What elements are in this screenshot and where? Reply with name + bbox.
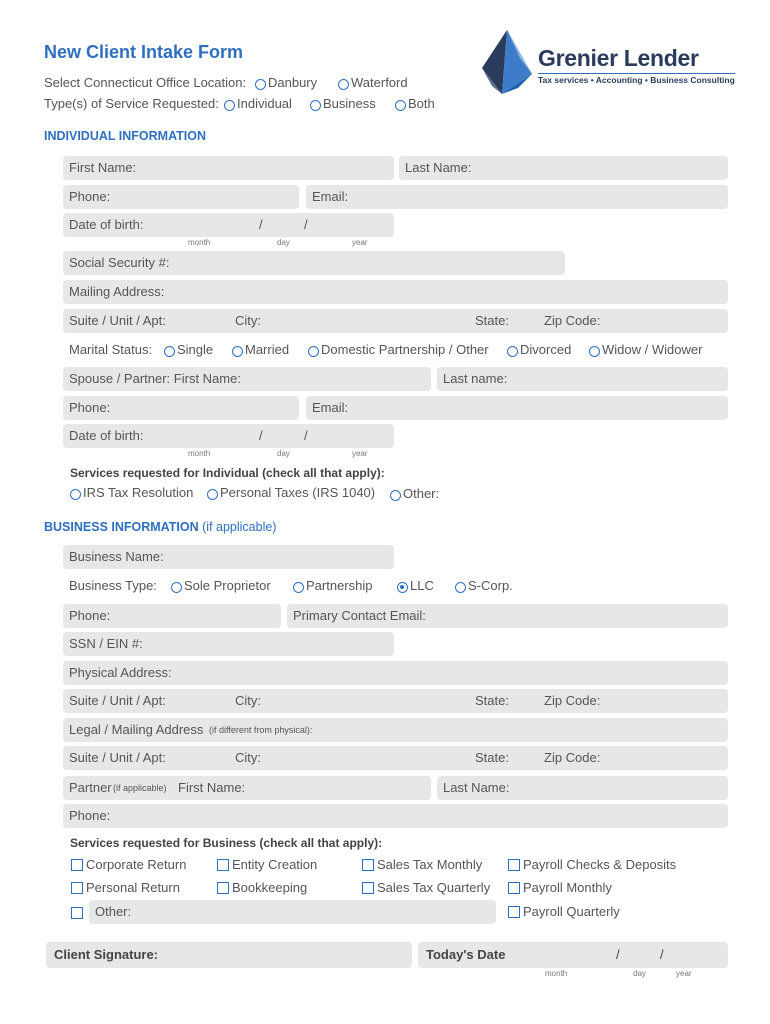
radio-divorced[interactable]: Divorced	[507, 342, 571, 357]
checkbox-icon	[362, 882, 374, 894]
date-day-hint: day	[633, 969, 646, 978]
date-year-hint: year	[676, 969, 692, 978]
phone-field[interactable]: Phone:	[63, 185, 299, 209]
checkbox-payroll-monthly[interactable]: Payroll Monthly	[508, 880, 612, 895]
checkbox-corporate-return[interactable]: Corporate Return	[71, 857, 186, 872]
ssn-ein-field[interactable]: SSN / EIN #:	[63, 632, 394, 656]
brand-name: Grenier Lender	[538, 45, 699, 71]
radio-icon	[171, 582, 182, 593]
radio-icon	[308, 346, 319, 357]
radio-domestic-partnership[interactable]: Domestic Partnership / Other	[308, 342, 489, 357]
grenier-lender-logo-icon	[478, 28, 536, 96]
dob-month-hint: month	[188, 238, 211, 247]
address-line-2-field[interactable]: Suite / Unit / Apt: City: State: Zip Code:	[63, 309, 728, 333]
business-services-heading: Services requested for Business (check all that apply):	[70, 836, 383, 850]
marital-status-label: Marital Status:	[69, 342, 153, 357]
checkbox-icon	[71, 859, 83, 871]
radio-icon	[293, 582, 304, 593]
individual-services-heading: Services requested for Individual (check all that apply):	[70, 466, 385, 480]
radio-icon	[507, 346, 518, 357]
radio-icon	[224, 100, 235, 111]
brand-tagline: Tax services • Accounting • Business Consulting	[538, 75, 735, 85]
radio-married[interactable]: Married	[232, 342, 289, 357]
business-phone-field[interactable]: Phone:	[63, 604, 281, 628]
radio-sole-proprietor[interactable]: Sole Proprietor	[171, 578, 271, 593]
business-other-field[interactable]: Other:	[89, 900, 496, 924]
radio-icon	[310, 100, 321, 111]
dob-slash-1: /	[259, 217, 263, 232]
form-title: New Client Intake Form	[44, 42, 244, 62]
radio-s-corp[interactable]: S-Corp.	[455, 578, 513, 593]
radio-both[interactable]: Both	[395, 96, 435, 111]
radio-partnership[interactable]: Partnership	[293, 578, 372, 593]
radio-individual[interactable]: Individual	[224, 96, 292, 111]
ssn-field[interactable]: Social Security #:	[63, 251, 565, 275]
radio-icon	[232, 346, 243, 357]
radio-personal-taxes[interactable]: Personal Taxes (IRS 1040)	[207, 485, 375, 500]
spouse-dob-field[interactable]: Date of birth: / /	[63, 424, 394, 448]
radio-business[interactable]: Business	[310, 96, 376, 111]
date-slash-2: /	[660, 947, 664, 962]
checkbox-icon	[508, 882, 520, 894]
checkbox-icon	[508, 906, 520, 918]
dob-year-hint: year	[352, 238, 368, 247]
radio-icon	[390, 490, 401, 501]
checkbox-business-other[interactable]	[71, 905, 86, 920]
office-location-row	[44, 75, 246, 90]
checkbox-entity-creation[interactable]: Entity Creation	[217, 857, 317, 872]
checkbox-icon	[71, 907, 83, 919]
spouse-dob-day-hint: day	[277, 449, 290, 458]
physical-address-field[interactable]: Physical Address:	[63, 661, 728, 685]
radio-icon	[338, 79, 349, 90]
partner-phone-field[interactable]: Phone:	[63, 804, 728, 828]
checkbox-payroll-checks[interactable]: Payroll Checks & Deposits	[508, 857, 676, 872]
spouse-phone-field[interactable]: Phone:	[63, 396, 299, 420]
radio-llc[interactable]: LLC	[397, 578, 434, 593]
checkbox-icon	[71, 882, 83, 894]
physical-address-line-2-field[interactable]: Suite / Unit / Apt: City: State: Zip Code:	[63, 689, 728, 713]
checkbox-icon	[217, 882, 229, 894]
checkbox-icon	[362, 859, 374, 871]
legal-mailing-address-field[interactable]: Legal / Mailing Address (if different from physical):	[63, 718, 728, 742]
radio-icon	[164, 346, 175, 357]
mailing-address-field[interactable]: Mailing Address:	[63, 280, 728, 304]
checkbox-sales-tax-quarterly[interactable]: Sales Tax Quarterly	[362, 880, 490, 895]
spouse-last-name-field[interactable]: Last name:	[437, 367, 728, 391]
checkbox-payroll-quarterly[interactable]: Payroll Quarterly	[508, 904, 620, 919]
radio-icon	[455, 582, 466, 593]
date-month-hint: month	[545, 969, 568, 978]
radio-individual-other[interactable]: Other:	[390, 486, 439, 501]
primary-contact-email-field[interactable]: Primary Contact Email:	[287, 604, 728, 628]
first-name-field[interactable]: First Name:	[63, 156, 394, 180]
radio-single[interactable]: Single	[164, 342, 213, 357]
radio-danbury[interactable]: Danbury	[255, 75, 317, 90]
business-type-label: Business Type:	[69, 578, 157, 593]
date-slash-1: /	[616, 947, 620, 962]
partner-last-name-field[interactable]: Last Name:	[437, 776, 728, 800]
individual-heading: INDIVIDUAL INFORMATION	[44, 129, 207, 143]
client-signature-field[interactable]: Client Signature:	[46, 942, 412, 968]
checkbox-sales-tax-monthly[interactable]: Sales Tax Monthly	[362, 857, 482, 872]
spouse-dob-month-hint: month	[188, 449, 211, 458]
dob-day-hint: day	[277, 238, 290, 247]
radio-icon	[70, 489, 81, 500]
checkbox-bookkeeping[interactable]: Bookkeeping	[217, 880, 307, 895]
spouse-first-name-field[interactable]: Spouse / Partner: First Name:	[63, 367, 431, 391]
email-field[interactable]: Email:	[306, 185, 728, 209]
checkbox-personal-return[interactable]: Personal Return	[71, 880, 180, 895]
office-location-label: Select Connecticut Office Location:	[44, 75, 247, 90]
business-heading: BUSINESS INFORMATION (if applicable)	[44, 520, 277, 534]
radio-selected-icon	[397, 582, 408, 593]
radio-irs-tax-resolution[interactable]: IRS Tax Resolution	[70, 485, 193, 500]
radio-icon	[395, 100, 406, 111]
service-type-label: Type(s) of Service Requested:	[44, 96, 219, 111]
radio-icon	[207, 489, 218, 500]
partner-first-name-field[interactable]: Partner (if applicable) First Name:	[63, 776, 431, 800]
dob-field[interactable]: Date of birth: / /	[63, 213, 394, 237]
checkbox-icon	[508, 859, 520, 871]
radio-waterford[interactable]: Waterford	[338, 75, 408, 90]
radio-icon	[255, 79, 266, 90]
radio-icon	[589, 346, 600, 357]
radio-widow[interactable]: Widow / Widower	[589, 342, 702, 357]
checkbox-icon	[217, 859, 229, 871]
last-name-field[interactable]: Last Name:	[399, 156, 728, 180]
spouse-dob-year-hint: year	[352, 449, 368, 458]
spouse-email-field[interactable]: Email:	[306, 396, 728, 420]
legal-address-line-2-field[interactable]: Suite / Unit / Apt: City: State: Zip Code:	[63, 746, 728, 770]
business-name-field[interactable]: Business Name:	[63, 545, 394, 569]
dob-slash-2: /	[304, 217, 308, 232]
todays-date-field[interactable]: Today's Date / /	[418, 942, 728, 968]
